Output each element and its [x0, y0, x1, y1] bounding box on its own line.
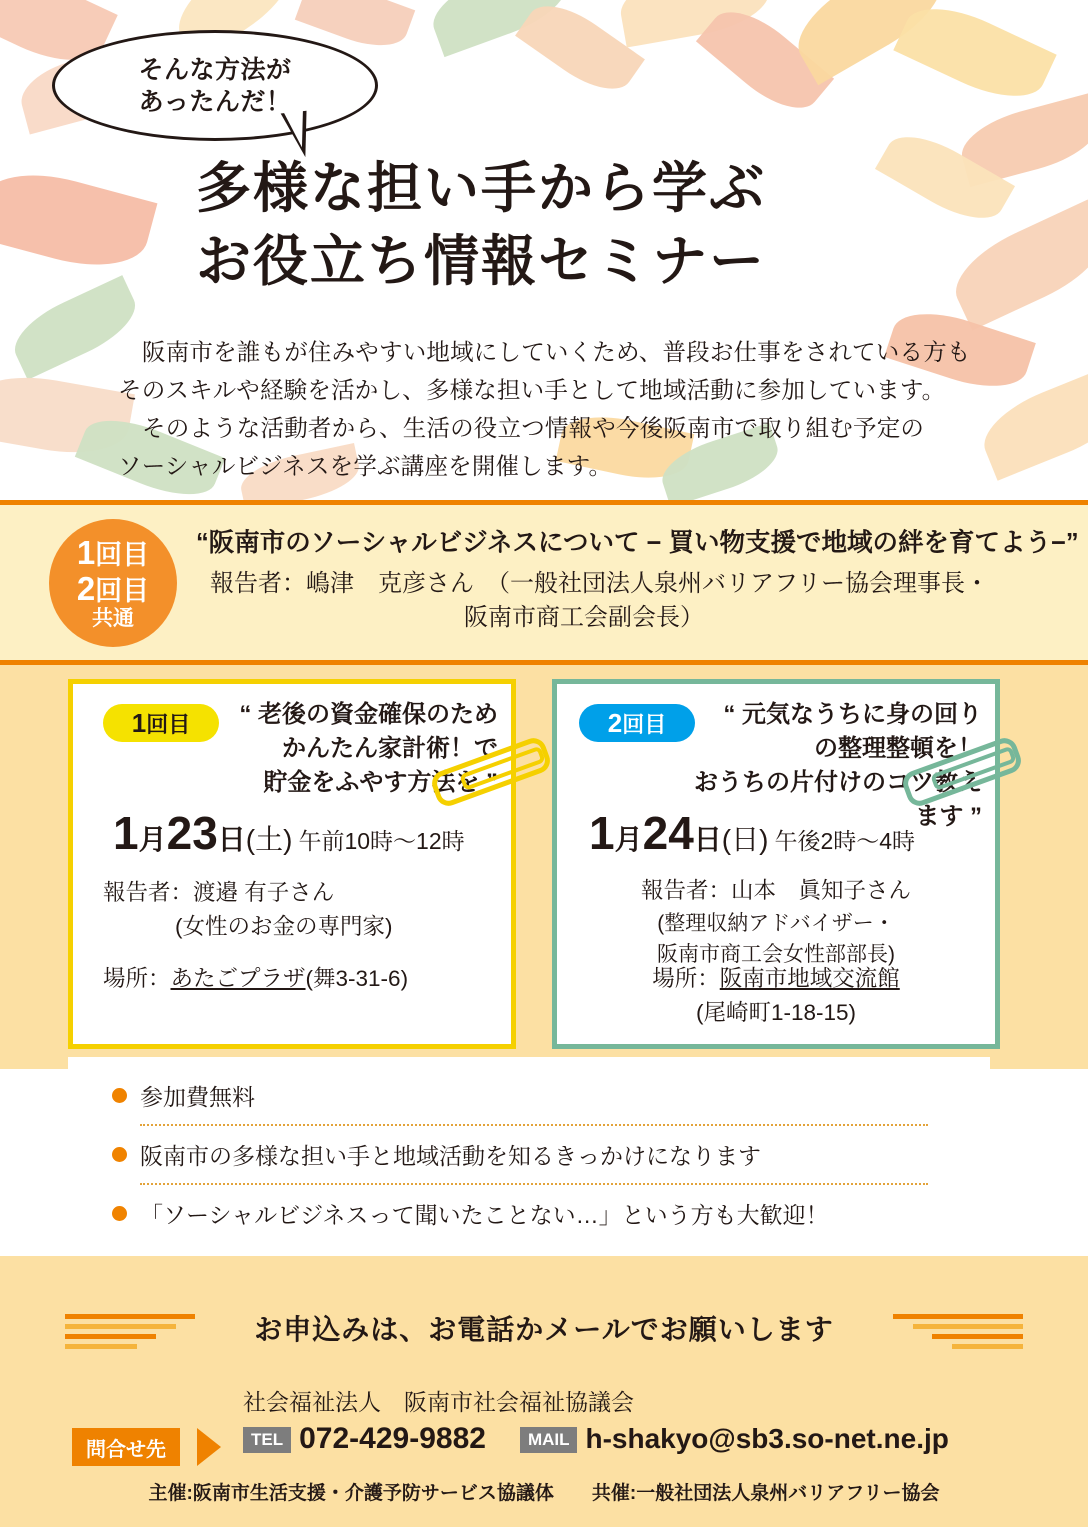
contact-badge-arrow: [197, 1428, 221, 1466]
session-1-pill: [103, 704, 219, 742]
session-1-reporter: [103, 876, 393, 944]
session-2-dow: (日): [721, 824, 769, 855]
common-session-reporter: [210, 567, 989, 635]
mail-tag: MAIL: [520, 1427, 578, 1453]
email-address: h-shakyo@sb3.so-net.ne.jp: [585, 1423, 949, 1454]
notes-box: [68, 1057, 990, 1256]
common-session-badge: [49, 519, 177, 647]
note-text: 参加費無料: [140, 1084, 255, 1110]
session-1-day-unit: 日: [217, 824, 246, 855]
note-text: 「ソーシャルビジネスって聞いたことない…」という方も大歓迎！: [140, 1202, 829, 1228]
session-2-reporter-sub2: 阪南市商工会女性部部長): [657, 943, 895, 967]
session-2-pill-num: 2: [607, 707, 623, 738]
session-1-title-line2: かんたん家計術！で: [282, 735, 498, 763]
session-1-date: [113, 806, 465, 860]
common-session-title: “阪南市のソーシャルビジネスについて − 買い物支援で地域の絆を育てよう−”: [196, 529, 1079, 557]
session-2-date: [589, 806, 915, 860]
common-badge-num1: 1: [76, 534, 96, 572]
intro-paragraph: [118, 333, 988, 485]
intro-line-3: そのような活動者から、生活の役立つ情報や今後阪南市で取り組む予定の: [142, 415, 925, 442]
session-2-reporter: [579, 874, 973, 971]
contact-badge: 問合せ先: [72, 1428, 180, 1466]
common-badge-line2: [77, 571, 149, 607]
telephone-number: 072-429-9882: [299, 1422, 486, 1455]
session-1-reporter-main: 報告者：渡邉 有子さん: [103, 880, 335, 905]
sessions-area: [0, 665, 1088, 1069]
intro-line-1: 阪南市を誰もが住みやすい地域にしていくため、普段お仕事をされている方も: [142, 339, 971, 365]
speech-bubble-line2: あったんだ！: [138, 87, 292, 116]
common-badge-text2: 回目: [95, 575, 150, 606]
session-2-pill-text: 回目: [622, 711, 667, 737]
list-item: [140, 1185, 928, 1242]
session-2-day: 24: [642, 807, 694, 859]
common-badge-line1: [77, 535, 149, 571]
session-1-title-line3: 貯金をふやす方法を ”: [263, 769, 498, 797]
session-1-place-name: あたごプラザ: [170, 966, 306, 991]
session-1-pill-text: 回目: [146, 711, 191, 737]
host-line: [0, 1478, 1088, 1505]
list-item: [140, 1126, 928, 1185]
common-badge-num2: 2: [76, 569, 96, 607]
session-2-pill: [579, 704, 695, 742]
page-title-line2: お役立ち情報セミナー: [196, 229, 767, 292]
note-text: 阪南市の多様な担い手と地域活動を知るきっかけになります: [140, 1143, 761, 1169]
session-1-reporter-sub: (女性のお金の専門家): [175, 913, 393, 939]
session-2-title-line1: “ 元気なうちに身の回り: [723, 701, 982, 728]
session-1-day: 23: [166, 807, 218, 859]
contact-details: [243, 1422, 949, 1456]
session-2-place: [579, 962, 973, 1030]
speech-bubble: [52, 30, 378, 141]
session-2-place-name: 阪南市地域交流館: [719, 966, 900, 991]
session-1-place: [103, 962, 408, 996]
apply-instruction: お申込みは、お電話かメールでお願いします: [254, 1314, 834, 1345]
host-text: 主催:阪南市生活支援・介護予防サービス協議体: [148, 1483, 554, 1504]
bullet-icon: [112, 1206, 127, 1221]
session-1-pill-num: 1: [131, 707, 147, 738]
intro-line-2: そのスキルや経験を活かし、多様な担い手として地域活動に参加しています。: [118, 377, 946, 404]
session-1-month-unit: 月: [138, 824, 167, 855]
intro-line-4: ソーシャルビジネスを学ぶ講座を開催します。: [118, 453, 613, 480]
session-2-title-line2: の整理整頓を！: [814, 735, 982, 763]
session-1-dow: (土): [245, 824, 293, 855]
session-2-place-line: [579, 962, 973, 996]
common-reporter-main: 報告者：嶋津 克彦さん （一般社団法人泉州バリアフリー協会理事長・: [210, 570, 990, 597]
session-1-month: 1: [113, 807, 139, 859]
list-item: [140, 1067, 928, 1126]
session-1-place-label: 場所：: [103, 966, 171, 991]
session-2-reporter-sub1: (整理収納アドバイザー・: [657, 911, 895, 935]
session-2-title-line3: おうちの片付けのコツ教えます ”: [694, 769, 982, 831]
common-session-band: [0, 500, 1088, 665]
tel-tag: TEL: [243, 1427, 291, 1453]
organization-name: 社会福祉法人 阪南市社会福祉協議会: [243, 1389, 634, 1415]
common-reporter-sub: 阪南市商工会副会長）: [464, 604, 704, 632]
common-badge-line3: 共通: [92, 607, 134, 631]
page-title-line1: 多様な担い手から学ぶ: [196, 157, 767, 219]
poster-header: [0, 0, 1088, 500]
session-card-2: [552, 679, 1000, 1049]
session-2-reporter-main: 報告者：山本 眞知子さん: [640, 878, 911, 903]
cohost-text: 共催:一般社団法人泉州バリアフリー協会: [591, 1483, 940, 1504]
session-1-time: 午前10時〜12時: [298, 828, 465, 854]
page-title: [196, 152, 766, 297]
session-2-day-unit: 日: [693, 824, 722, 855]
session-2-time: 午後2時〜4時: [774, 828, 916, 854]
speech-bubble-line1: そんな方法が: [138, 55, 292, 84]
bullet-icon: [112, 1147, 127, 1162]
speech-bubble-tail-fill: [283, 109, 307, 149]
footer-contact-section: [0, 1256, 1088, 1527]
session-1-title-line1: “ 老後の資金確保のため: [239, 701, 498, 728]
session-2-month: 1: [589, 807, 615, 859]
bullet-icon: [112, 1088, 127, 1103]
session-card-1: [68, 679, 516, 1049]
common-badge-text1: 回目: [95, 540, 150, 571]
session-2-place-label: 場所：: [652, 966, 720, 991]
session-2-month-unit: 月: [614, 824, 643, 855]
session-1-place-addr: (舞3-31-6): [305, 966, 409, 991]
session-2-place-addr: (尾崎町1-18-15): [695, 999, 857, 1025]
